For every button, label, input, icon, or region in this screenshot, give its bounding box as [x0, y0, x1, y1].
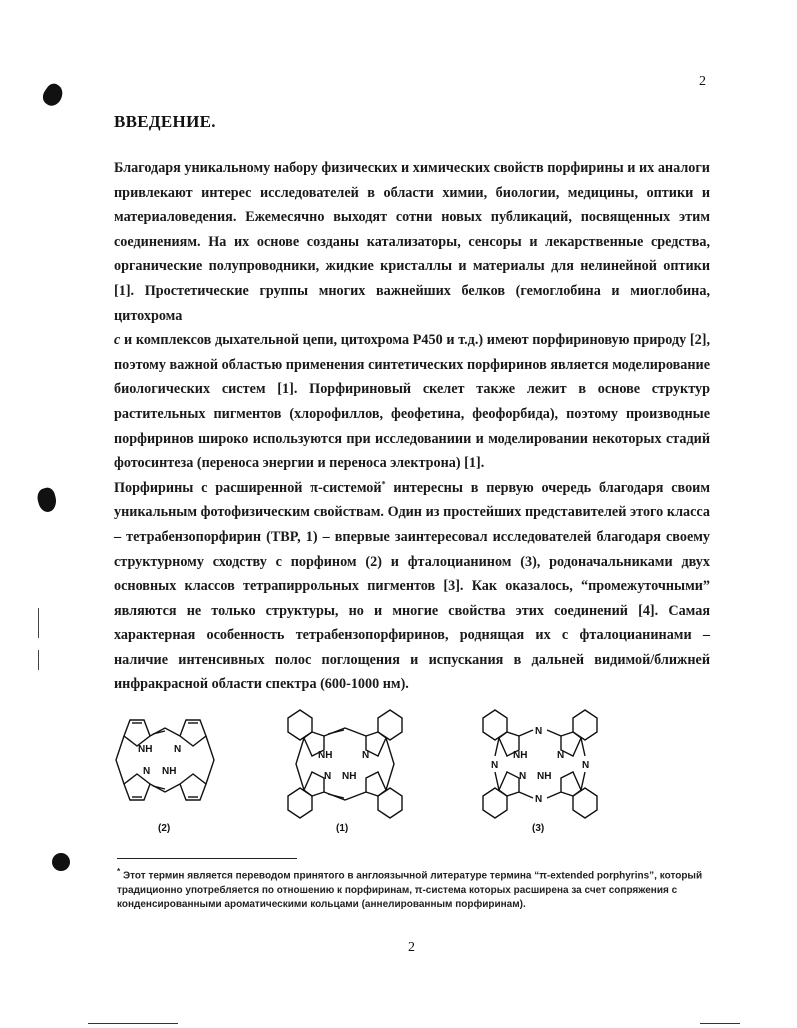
n-label: N [519, 771, 527, 782]
scan-artifact-line [700, 1023, 740, 1024]
scan-artifact [35, 486, 59, 514]
cytochrome-c-italic: c [114, 332, 121, 349]
paragraph-2-part-a: Порфирины с расширенной π-системой [114, 479, 382, 496]
paragraph-2 [114, 476, 710, 697]
structure-label-2: (2) [158, 823, 171, 834]
page-number-bottom: 2 [408, 940, 415, 955]
section-heading: ВВЕДЕНИЕ. [114, 112, 216, 131]
structure-phthalocyanine [475, 700, 605, 828]
structure-tetrabenzoporphyrin [280, 700, 410, 828]
footnote [117, 864, 707, 913]
structure-label-3: (3) [532, 823, 545, 834]
footnote-divider [117, 858, 297, 859]
nh-label: NH [513, 750, 528, 761]
n-label: N [557, 750, 565, 761]
paragraph-1 [114, 156, 710, 476]
n-label: N [143, 766, 151, 777]
body-text [114, 156, 710, 697]
footnote-text: Этот термин является переводом принятого в англоязычной литературе термина “π-extended porphyrins”, который традиционно употребляется по отношению к порфиринам, π-система которых расширена за счет сопряжения с конденсированными ароматическими кольцами (аннелированным порфиринам). [117, 870, 703, 911]
nh-label: NH [138, 744, 153, 755]
paragraph-1-part-a: Благодаря уникальному набору физических и химических свойств порфирины и их аналоги привлекают интерес исследователей в области химии, биологии, медицины, оптики и материаловедения. Ежемесячно выходят сотни новых публикаций, посвященных этим соединениям. На их основе созданы катализаторы, сенсоры и лекарственные средства, органические полупроводники, жидкие кристаллы и материалы для нелинейной оптики [1]. Простетические группы многих важнейших белков (гемоглобина и миоглобина, цитохрома [114, 160, 710, 324]
tetrabenzoporphyrin-diagram [280, 700, 410, 828]
nh-label: NH [162, 766, 177, 777]
porphine-diagram [110, 712, 220, 812]
n-label: N [174, 744, 182, 755]
scan-artifact-line [88, 1023, 178, 1024]
meso-n-label: N [582, 760, 590, 771]
n-label: N [324, 771, 332, 782]
meso-n-label: N [535, 726, 543, 737]
meso-n-label: N [535, 794, 543, 805]
n-label: N [362, 750, 370, 761]
structure-label-1: (1) [336, 823, 349, 834]
scan-artifact-line [38, 608, 39, 638]
nh-label: NH [342, 771, 357, 782]
nh-label: NH [318, 750, 333, 761]
page-number-top: 2 [699, 74, 706, 89]
phthalocyanine-diagram [475, 700, 605, 828]
structure-porphine [110, 712, 220, 812]
footnote-star: * [117, 866, 121, 876]
footnote-marker[interactable]: * [381, 478, 386, 488]
paragraph-1-part-b: и комплексов дыхательной цепи, цитохрома P450 и т.д.) имеют порфириновую природу [2], поэтому важной областью применения синтетических порфиринов является моделирование биологических систем [1]. Порфириновый скелет также лежит в основе структур растительных пигментов (хлорофиллов, феофетина, феофорбида), поэтому производные порфиринов широко используются при исследованиии и моделировании некоторых стадий фотосинтеза (переноса энергии и переноса электрона) [1]. [114, 332, 710, 472]
scan-artifact [52, 853, 70, 871]
scan-artifact-line [38, 650, 39, 670]
paragraph-2-part-b: интересны в первую очередь благодаря своим уникальным фотофизическим свойствам. Один из простейших представителей этого класса – тетрабензопорфирин (TBP, 1) – впервые заинтересовал исследователей благодаря своему структурному сходству с порфином (2) и фталоцианином (3), родоначальниками двух основных классов тетрапиррольных пигментов [3]. Как оказалось, “промежуточными” являются не только структуры, но и многие свойства этих соединений [4]. Самая характерная особенность тетрабензопорфиринов, роднящая их с фталоцианинами – наличие интенсивных полос поглощения и испускания в дальней видимой/ближней инфракрасной области спектра (600-1000 нм). [114, 479, 711, 693]
meso-n-label: N [491, 760, 499, 771]
scan-artifact [39, 81, 66, 109]
nh-label: NH [537, 771, 552, 782]
